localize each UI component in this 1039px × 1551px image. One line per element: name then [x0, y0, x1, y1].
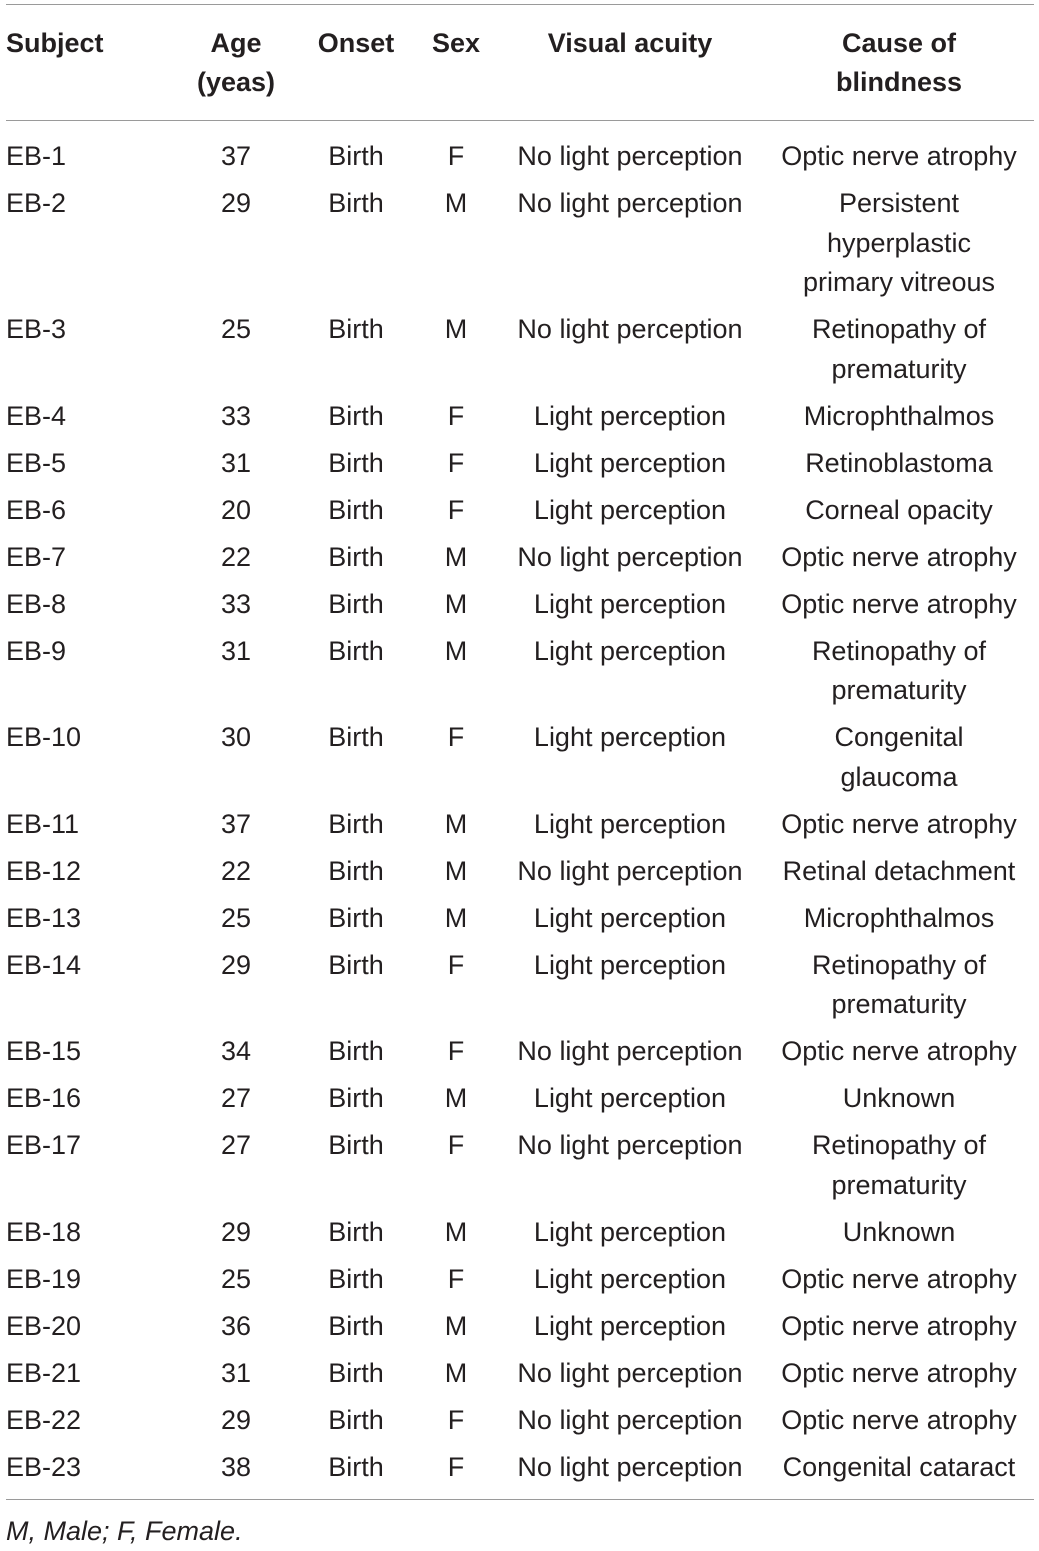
cell-age: 25	[220, 902, 252, 933]
cell-subject: EB-23	[6, 1451, 82, 1482]
table-row	[6, 1075, 1034, 1122]
cell-age: 31	[220, 635, 252, 666]
cell-cause-of-blindness: Optic nerve atrophy	[781, 808, 1017, 839]
cell-cause-of-blindness: Retinal detachment	[782, 855, 1016, 886]
cell-sex: F	[447, 400, 465, 431]
cell-onset: Birth	[328, 1130, 384, 1160]
cell-visual-acuity: Light perception	[533, 808, 727, 839]
header-age: Age (yeas)	[196, 28, 276, 97]
cell-onset: Birth	[328, 808, 384, 839]
cell-onset: Birth	[328, 635, 384, 666]
cell-cause-of-blindness: Congenital cataract	[782, 1451, 1016, 1482]
cell-sex: M	[444, 1216, 468, 1247]
table-row	[6, 1028, 1034, 1075]
cell-age: 38	[220, 1451, 252, 1482]
cell-visual-acuity: Light perception	[533, 1216, 727, 1247]
cell-subject: EB-21	[6, 1357, 82, 1388]
cell-subject: EB-22	[6, 1404, 82, 1435]
cell-age: 31	[220, 1357, 252, 1388]
cell-subject: EB-18	[6, 1216, 82, 1247]
cell-onset: Birth	[328, 855, 384, 886]
cell-sex: M	[444, 855, 468, 886]
table-row	[6, 1397, 1034, 1444]
cell-sex: M	[444, 902, 468, 933]
cell-onset: Birth	[328, 447, 384, 478]
cell-subject: EB-5	[6, 447, 67, 478]
cell-sex: M	[444, 635, 468, 666]
cell-age: 33	[220, 588, 252, 619]
cell-onset: Birth	[328, 541, 384, 572]
cell-age: 25	[220, 314, 252, 344]
table-row	[6, 628, 1034, 715]
table-row	[6, 801, 1034, 848]
table-footnote: M, Male; F, Female.	[6, 1516, 243, 1546]
cell-onset: Birth	[328, 188, 384, 218]
cell-visual-acuity: Light perception	[533, 447, 727, 478]
cell-onset: Birth	[328, 1310, 384, 1341]
cell-sex: F	[447, 949, 465, 980]
cell-visual-acuity: Light perception	[533, 949, 727, 980]
cell-age: 29	[220, 1404, 252, 1435]
table-row	[6, 1444, 1034, 1500]
cell-cause-of-blindness: Optic nerve atrophy	[781, 588, 1017, 619]
table-row	[6, 1256, 1034, 1303]
header-onset: Onset	[317, 28, 395, 58]
cell-age: 33	[220, 400, 252, 431]
cell-sex: F	[447, 494, 465, 525]
cell-cause-of-blindness: Optic nerve atrophy	[781, 1357, 1017, 1388]
table-row	[6, 1303, 1034, 1350]
cell-visual-acuity: Light perception	[533, 494, 727, 525]
cell-sex: M	[444, 1083, 468, 1113]
cell-sex: M	[444, 188, 468, 218]
cell-subject: EB-12	[6, 855, 82, 886]
cell-age: 29	[220, 188, 252, 218]
table-row	[6, 942, 1034, 1029]
cell-subject: EB-20	[6, 1310, 82, 1341]
cell-onset: Birth	[328, 722, 384, 752]
cell-onset: Birth	[328, 902, 384, 933]
table-row	[6, 848, 1034, 895]
cell-sex: F	[447, 722, 465, 752]
table-header	[6, 5, 1034, 121]
cell-age: 31	[220, 447, 252, 478]
cell-visual-acuity: No light perception	[517, 314, 743, 344]
cell-subject: EB-19	[6, 1263, 82, 1294]
cell-subject: EB-15	[6, 1036, 82, 1066]
cell-subject: EB-16	[6, 1083, 82, 1113]
cell-age: 30	[220, 722, 252, 752]
cell-sex: M	[444, 314, 468, 344]
cell-onset: Birth	[328, 588, 384, 619]
table-row	[6, 895, 1034, 942]
cell-age: 37	[220, 141, 252, 171]
cell-sex: F	[447, 1451, 465, 1482]
cell-cause-of-blindness: Retinopathy of prematurity	[811, 1130, 987, 1200]
cell-sex: F	[447, 1404, 465, 1435]
cell-sex: F	[447, 1130, 465, 1160]
cell-age: 37	[220, 808, 252, 839]
cell-visual-acuity: Light perception	[533, 722, 727, 752]
table-row	[6, 1350, 1034, 1397]
cell-cause-of-blindness: Persistent hyperplastic primary vitreous	[802, 188, 996, 297]
cell-visual-acuity: Light perception	[533, 1083, 727, 1113]
table-row	[6, 534, 1034, 581]
cell-subject: EB-17	[6, 1130, 82, 1160]
table-row	[6, 1122, 1034, 1209]
cell-visual-acuity: No light perception	[517, 1451, 743, 1482]
cell-onset: Birth	[328, 1451, 384, 1482]
cell-sex: M	[444, 541, 468, 572]
cell-visual-acuity: No light perception	[517, 855, 743, 886]
cell-subject: EB-11	[6, 808, 80, 839]
cell-subject: EB-1	[6, 141, 67, 171]
cell-visual-acuity: Light perception	[533, 1263, 727, 1294]
header-cause-of-blindness: Cause of blindness	[835, 28, 963, 97]
cell-onset: Birth	[328, 314, 384, 344]
cell-subject: EB-13	[6, 902, 82, 933]
cell-age: 36	[220, 1310, 252, 1341]
cell-visual-acuity: No light perception	[517, 1404, 743, 1435]
cell-cause-of-blindness: Retinopathy of prematurity	[811, 314, 987, 384]
cell-visual-acuity: No light perception	[517, 541, 743, 572]
cell-sex: F	[447, 1036, 465, 1066]
cell-age: 22	[220, 541, 252, 572]
cell-visual-acuity: No light perception	[517, 188, 743, 218]
cell-cause-of-blindness: Microphthalmos	[803, 400, 995, 431]
table-row	[6, 180, 1034, 306]
cell-onset: Birth	[328, 1357, 384, 1388]
cell-onset: Birth	[328, 1036, 384, 1066]
cell-visual-acuity: Light perception	[533, 588, 727, 619]
cell-onset: Birth	[328, 1216, 384, 1247]
cell-sex: M	[444, 1310, 468, 1341]
cell-cause-of-blindness: Optic nerve atrophy	[781, 541, 1017, 572]
cell-cause-of-blindness: Retinopathy of prematurity	[811, 635, 987, 705]
cell-age: 22	[220, 855, 252, 886]
cell-cause-of-blindness: Retinopathy of prematurity	[811, 949, 987, 1019]
cell-onset: Birth	[328, 494, 384, 525]
cell-onset: Birth	[328, 1404, 384, 1435]
cell-subject: EB-10	[6, 722, 82, 752]
cell-onset: Birth	[328, 1263, 384, 1294]
cell-visual-acuity: Light perception	[533, 902, 727, 933]
cell-subject: EB-14	[6, 949, 82, 980]
cell-age: 25	[220, 1263, 252, 1294]
cell-cause-of-blindness: Corneal opacity	[805, 494, 993, 525]
table-row	[6, 714, 1034, 801]
table-row	[6, 581, 1034, 628]
header-subject: Subject	[6, 28, 104, 58]
subjects-table-container	[6, 4, 1034, 1500]
cell-subject: EB-9	[6, 635, 67, 666]
table-row	[6, 393, 1034, 440]
cell-age: 34	[220, 1036, 252, 1066]
cell-cause-of-blindness: Optic nerve atrophy	[781, 1404, 1017, 1435]
cell-sex: M	[444, 588, 468, 619]
table-row	[6, 121, 1034, 181]
cell-onset: Birth	[328, 400, 384, 431]
cell-onset: Birth	[328, 141, 384, 171]
cell-subject: EB-3	[6, 314, 67, 344]
cell-sex: M	[444, 808, 468, 839]
cell-visual-acuity: Light perception	[533, 1310, 727, 1341]
header-sex: Sex	[431, 28, 481, 58]
cell-age: 29	[220, 1216, 252, 1247]
cell-age: 20	[220, 494, 252, 525]
cell-onset: Birth	[328, 1083, 384, 1113]
cell-age: 27	[220, 1130, 252, 1160]
cell-visual-acuity: No light perception	[517, 141, 743, 171]
cell-age: 27	[220, 1083, 252, 1113]
cell-cause-of-blindness: Unknown	[842, 1216, 956, 1247]
cell-visual-acuity: No light perception	[517, 1130, 743, 1160]
subjects-table	[6, 4, 1034, 1500]
header-row	[6, 5, 1034, 121]
table-row	[6, 440, 1034, 487]
cell-cause-of-blindness: Unknown	[842, 1083, 956, 1113]
cell-cause-of-blindness: Optic nerve atrophy	[781, 141, 1017, 171]
cell-visual-acuity: Light perception	[533, 635, 727, 666]
cell-subject: EB-4	[6, 400, 67, 431]
cell-cause-of-blindness: Optic nerve atrophy	[781, 1310, 1017, 1341]
cell-cause-of-blindness: Optic nerve atrophy	[781, 1036, 1017, 1066]
table-body	[6, 121, 1034, 1500]
cell-subject: EB-7	[6, 541, 67, 572]
cell-visual-acuity: Light perception	[533, 400, 727, 431]
cell-onset: Birth	[328, 949, 384, 980]
cell-cause-of-blindness: Retinoblastoma	[805, 447, 993, 478]
cell-cause-of-blindness: Microphthalmos	[803, 902, 995, 933]
cell-sex: F	[447, 447, 465, 478]
cell-subject: EB-2	[6, 188, 67, 218]
cell-visual-acuity: No light perception	[517, 1357, 743, 1388]
table-row	[6, 306, 1034, 393]
table-row	[6, 1209, 1034, 1256]
table-row	[6, 487, 1034, 534]
cell-cause-of-blindness: Optic nerve atrophy	[781, 1263, 1017, 1294]
cell-age: 29	[220, 949, 252, 980]
cell-sex: M	[444, 1357, 468, 1388]
cell-subject: EB-8	[6, 588, 67, 619]
header-visual-acuity: Visual acuity	[547, 28, 713, 58]
cell-visual-acuity: No light perception	[517, 1036, 743, 1066]
cell-subject: EB-6	[6, 494, 67, 525]
cell-sex: F	[447, 1263, 465, 1294]
cell-sex: F	[447, 141, 465, 171]
cell-cause-of-blindness: Congenital glaucoma	[834, 722, 964, 792]
